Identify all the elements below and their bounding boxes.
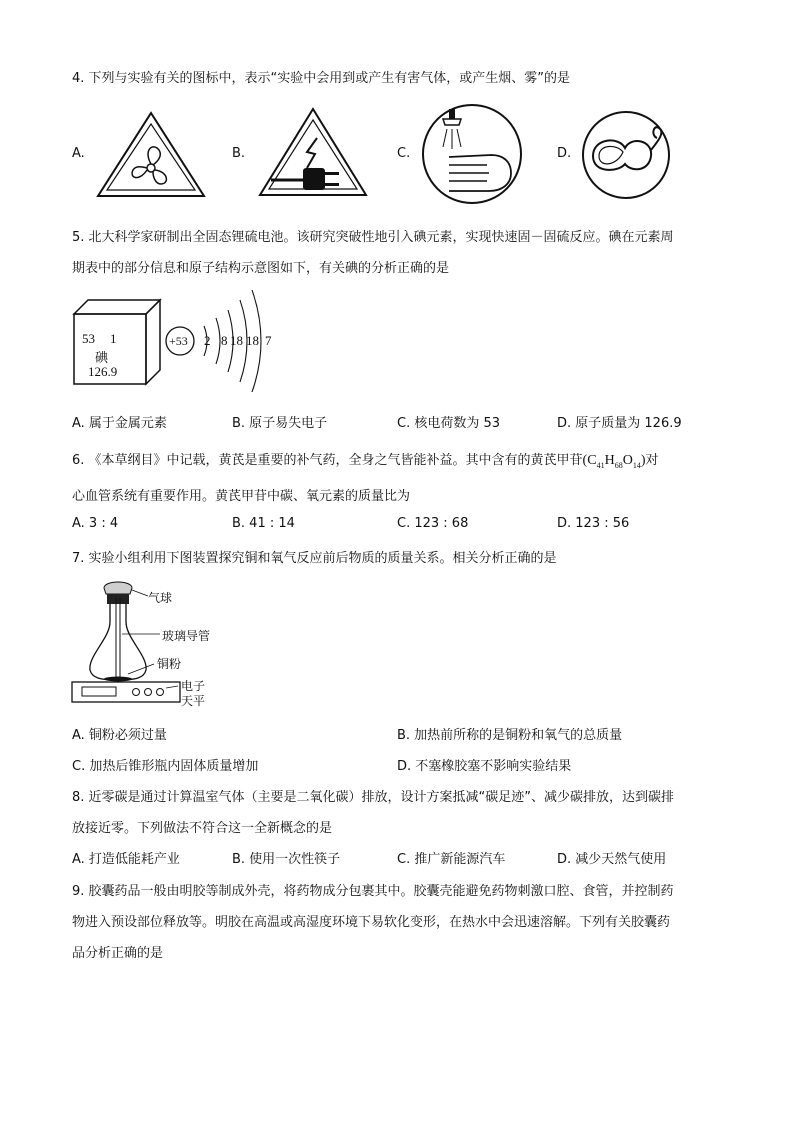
atom-shell-3: 18: [230, 333, 243, 348]
q6-option-c: C. 123 : 68: [397, 516, 469, 531]
label-glass-tube: 玻璃导管: [162, 629, 211, 643]
q7-option-c: C. 加热后锥形瓶内固体质量增加: [72, 759, 259, 774]
electric-plug-icon: [257, 106, 369, 198]
atom-shell-1: 2: [204, 333, 211, 348]
q5-stem-line1: 5. 北大科学家研制出全固态锂硫电池。该研究突破性地引入碘元素，实现快速固－固硫反应。碘在元素周: [72, 230, 674, 245]
q8-stem-line2: 放接近零。下列做法不符合这一全新概念的是: [72, 821, 333, 836]
q6-stem-line2: 心血管系统有重要作用。黄芪甲苷中碳、氧元素的质量比为: [72, 489, 411, 504]
q6-option-a: A. 3 : 4: [72, 516, 119, 531]
q4-option-c-letter: C.: [397, 146, 411, 161]
atom-nucleus-charge: +53: [169, 334, 188, 348]
q5-option-d: D. 原子质量为 126.9: [557, 416, 682, 431]
element-atomic-number: 53: [82, 331, 95, 346]
q5-stem-line2: 期表中的部分信息和原子结构示意图如下，有关碘的分析正确的是: [72, 261, 450, 276]
q9-stem-line1: 9. 胶囊药品一般由明胶等制成外壳，将药物成分包裹其中。胶囊壳能避免药物刺激口腔、食管，并控制药: [72, 884, 674, 899]
q6-option-b: B. 41 : 14: [232, 516, 295, 531]
atom-shell-4: 18: [246, 333, 259, 348]
q8-option-d: D. 减少天然气使用: [557, 852, 667, 867]
element-atomic-mass: 126.9: [88, 364, 118, 379]
q6-option-d: D. 123 : 56: [557, 516, 630, 531]
q6-stem-line1: [72, 449, 659, 470]
q4-stem: 4. 下列与实验有关的图标中，表示“实验中会用到或产生有害气体，或产生烟、雾”的是: [72, 71, 571, 86]
atom-shell-2: 8: [221, 333, 228, 348]
q6-stem-pre: 6. 《本草纲目》中记载，黄芪是重要的补气药，全身之气皆能补益。其中含有的黄芪甲苷: [72, 453, 583, 468]
label-balloon: 气球: [148, 591, 173, 605]
q4-option-b-letter: B.: [232, 146, 246, 161]
label-copper-powder: 铜粉: [157, 657, 182, 671]
q6-formula: $(C_{41}H_{68}O_{14})$: [582, 453, 646, 470]
q8-stem-line1: 8. 近零碳是通过计算温室气体（主要是二氧化碳）排放，设计方案抵减“碳足迹”、减少碳排放，达到碳排: [72, 790, 675, 805]
q7-option-d: D. 不塞橡胶塞不影响实验结果: [397, 759, 572, 774]
q6-stem-post: 对: [645, 453, 659, 468]
q8-option-a: A. 打造低能耗产业: [72, 852, 180, 867]
q8-option-b: B. 使用一次性筷子: [232, 852, 341, 867]
goggles-icon: [581, 110, 671, 200]
q8-option-c: C. 推广新能源汽车: [397, 852, 506, 867]
label-electronic: 电子: [181, 679, 206, 693]
q7-stem: 7. 实验小组利用下图装置探究铜和氧气反应前后物质的质量关系。相关分析正确的是: [72, 551, 557, 566]
label-balance: 天平: [181, 694, 206, 708]
q7-option-b: B. 加热前所称的是铜粉和氧气的总质量: [397, 728, 623, 743]
q5-option-a: A. 属于金属元素: [72, 416, 167, 431]
q9-stem-line2: 物进入预设部位释放等。明胶在高温或高湿度环境下易软化变形，在热水中会迅速溶解。下列有关胶囊药: [72, 915, 671, 930]
hand-washing-icon: [419, 103, 525, 205]
element-count: 1: [110, 331, 117, 346]
q9-stem-line3: 品分析正确的是: [72, 946, 164, 961]
q4-option-a-letter: A.: [72, 146, 85, 161]
q7-option-a: A. 铜粉必须过量: [72, 728, 167, 743]
fan-ventilation-icon: [95, 110, 207, 198]
q5-option-c: C. 核电荷数为 53: [397, 416, 501, 431]
atom-shell-5: 7: [265, 333, 272, 348]
q5-option-b: B. 原子易失电子: [232, 416, 328, 431]
q4-option-d-letter: D.: [557, 146, 572, 161]
element-name: 碘: [95, 351, 109, 366]
